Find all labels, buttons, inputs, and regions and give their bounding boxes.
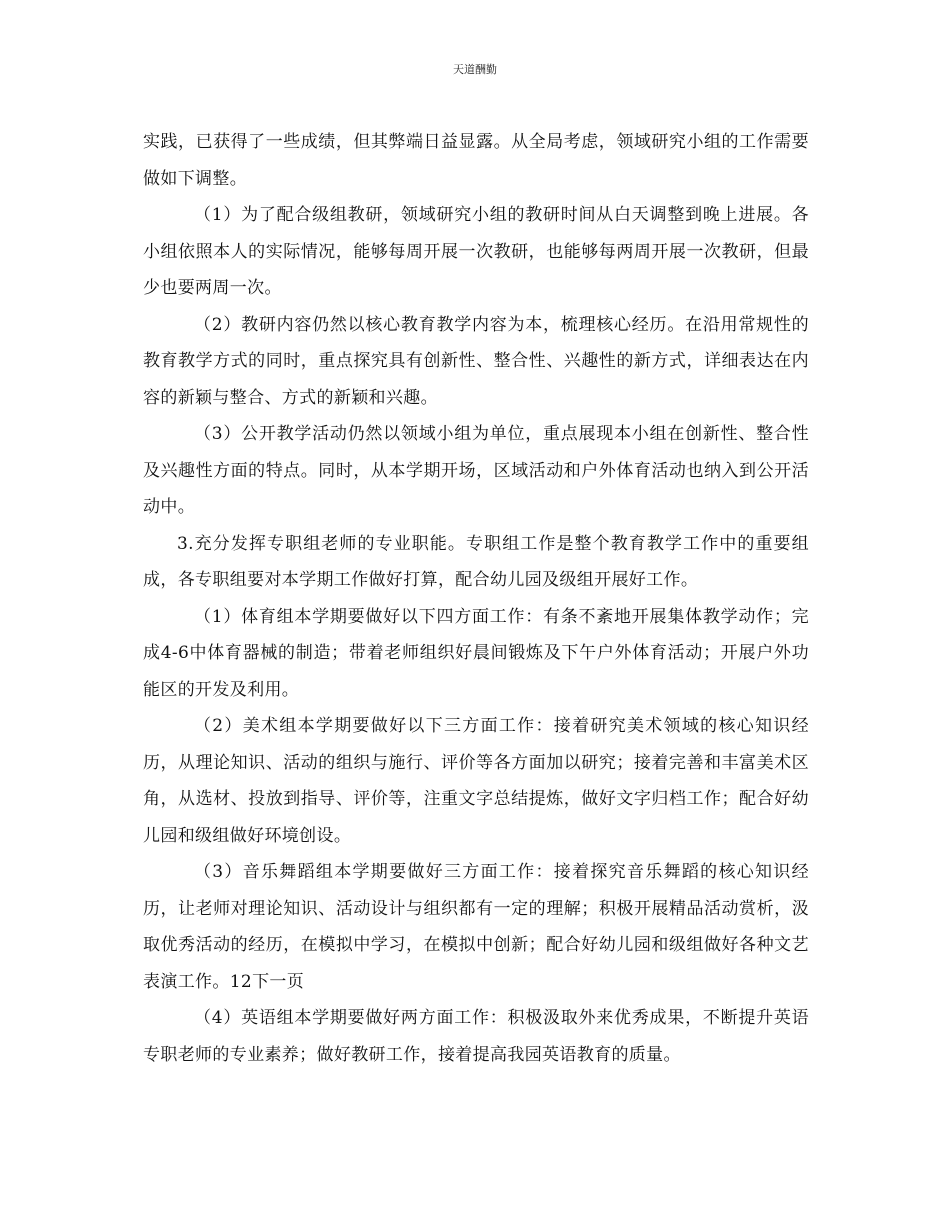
document-body [143,124,809,1073]
paragraph-sub-2-art: （2）美术组本学期要做好以下三方面工作：接着研究美术领域的核心知识经历，从理论知识、活动的组织与施行、评价等各方面加以研究；接着完善和丰富美术区角，从选材、投放到指导、评价等，注重文字总结提炼，做好文字归档工作；配合好幼儿园和级组做好环境创设。 [143,716,809,846]
paragraph-item-2: （2）教研内容仍然以核心教育教学内容为本，梳理核心经历。在沿用常规性的教育教学方式的同时，重点探究具有创新性、整合性、兴趣性的新方式，详细表达在内容的新颖与整合、方式的新颖和兴趣。 [143,314,809,408]
paragraph-sub-1-sports: （1）体育组本学期要做好以下四方面工作：有条不紊地开展集体教学动作；完成4-6中体育器械的制造；带着老师组织好晨间锻炼及下午户外体育活动；开展户外功能区的开发及利用。 [143,606,809,700]
paragraph-continuation: 实践，已获得了一些成绩，但其弊端日益显露。从全局考虑，领域研究小组的工作需要做如下调整。 [143,132,809,189]
paragraph-item-3: （3）公开教学活动仍然以领域小组为单位，重点展现本小组在创新性、整合性及兴趣性方面的特点。同时，从本学期开场，区域活动和户外体育活动也纳入到公开活动中。 [143,424,809,517]
paragraph-sub-3-music: （3）音乐舞蹈组本学期要做好三方面工作：接着探究音乐舞蹈的核心知识经历，让老师对理论知识、活动设计与组织都有一定的理解；积极开展精品活动赏析，汲取优秀活动的经历，在模拟中学习，在模拟中创新；配合好幼儿园和级组做好各种文艺表演工作。12下一页 [143,862,809,992]
page-header: 天道酬勤 [453,63,497,76]
paragraph-section-3: 3.充分发挥专职组老师的专业职能。专职组工作是整个教育教学工作中的重要组成，各专职组要对本学期工作做好打算，配合幼儿园及级组开展好工作。 [143,533,809,590]
paragraph-sub-4-english: （4）英语组本学期要做好两方面工作：积极汲取外来优秀成果，不断提升英语专职老师的专业素养；做好教研工作，接着提高我园英语教育的质量。 [143,1008,809,1065]
paragraph-item-1: （1）为了配合级组教研，领域研究小组的教研时间从白天调整到晚上进展。各小组依照本人的实际情况，能够每周开展一次教研，也能够每两周开展一次教研，但最少也要两周一次。 [143,205,809,298]
